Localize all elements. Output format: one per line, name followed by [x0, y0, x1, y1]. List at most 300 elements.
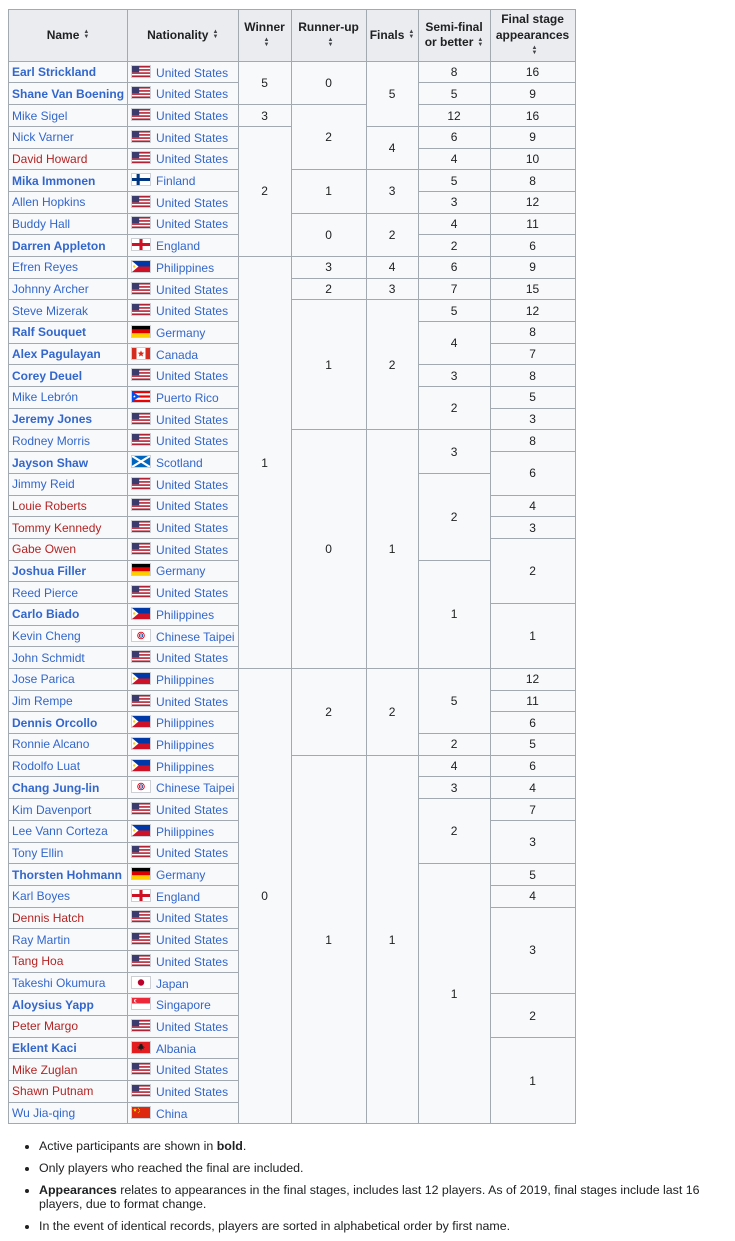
- country-link[interactable]: China: [156, 1106, 188, 1121]
- player-link[interactable]: Corey Deuel: [12, 368, 83, 383]
- semi-final-cell: 2: [418, 799, 490, 864]
- player-name-cell: [9, 1081, 128, 1103]
- nationality-cell: [128, 473, 239, 495]
- winner-cell: 3: [238, 105, 291, 127]
- nationality-cell: [128, 495, 239, 517]
- semi-final-cell: 3: [418, 777, 490, 799]
- country-link[interactable]: Puerto Rico: [156, 390, 219, 405]
- semi-final-cell: 6: [418, 126, 490, 148]
- player-link[interactable]: Aloysius Yapp: [12, 997, 94, 1012]
- player-name-cell: [9, 647, 128, 669]
- flag-us-icon: [131, 477, 151, 490]
- nationality-cell: [128, 799, 239, 821]
- appearances-cell: 8: [490, 170, 575, 192]
- player-link[interactable]: Mike Lebrón: [12, 390, 79, 405]
- nationality-cell: [128, 387, 239, 409]
- country-link[interactable]: Canada: [156, 347, 199, 362]
- player-name-cell: [9, 61, 128, 83]
- country-link[interactable]: Japan: [156, 976, 189, 991]
- country-link[interactable]: United States: [156, 1019, 229, 1034]
- finals-cell: 2: [366, 300, 418, 430]
- column-header-final-stage-appearances[interactable]: Final stage appearances ▲ ▼: [490, 10, 575, 62]
- player-link[interactable]: Tommy Kennedy: [12, 520, 102, 535]
- player-name-cell: [9, 1102, 128, 1124]
- footnote-item: [39, 1161, 735, 1175]
- player-link[interactable]: Lee Vann Corteza: [12, 824, 108, 839]
- nationality-cell: [128, 669, 239, 691]
- nationality-cell: [128, 148, 239, 170]
- player-name-cell: [9, 322, 128, 344]
- player-link[interactable]: Efren Reyes: [12, 260, 79, 275]
- country-link[interactable]: United States: [156, 1063, 229, 1078]
- nationality-cell: [128, 755, 239, 777]
- nationality-cell: [128, 907, 239, 929]
- player-link[interactable]: Thorsten Hohmann: [12, 867, 122, 882]
- player-link[interactable]: Louie Roberts: [12, 498, 87, 513]
- nationality-cell: [128, 777, 239, 799]
- finals-cell: 4: [366, 126, 418, 169]
- finals-cell: 4: [366, 256, 418, 278]
- table-row: [9, 256, 576, 278]
- flag-us-icon: [131, 86, 151, 99]
- column-header-semi-final-or-better[interactable]: Semi-final or better ▲ ▼: [418, 10, 490, 62]
- player-link[interactable]: Gabe Owen: [12, 542, 77, 557]
- country-link[interactable]: Scotland: [156, 456, 203, 470]
- player-name-cell: [9, 517, 128, 539]
- runner-up-cell: 1: [291, 300, 366, 430]
- flag-us-icon: [131, 282, 151, 295]
- player-link[interactable]: Rodney Morris: [12, 433, 91, 448]
- player-link[interactable]: Takeshi Okumura: [12, 976, 106, 990]
- country-link[interactable]: United States: [156, 282, 229, 297]
- flag-us-icon: [131, 1062, 151, 1075]
- semi-final-cell: 1: [418, 560, 490, 668]
- player-link[interactable]: Kim Davenport: [12, 802, 92, 817]
- appearances-cell: 4: [490, 495, 575, 517]
- nationality-cell: [128, 603, 239, 625]
- table-row: [9, 61, 576, 83]
- country-link[interactable]: United States: [156, 195, 229, 210]
- flag-tpe-icon: [131, 780, 151, 793]
- player-name-cell: [9, 582, 128, 604]
- player-name-cell: [9, 603, 128, 625]
- country-link[interactable]: United States: [156, 65, 229, 80]
- country-link[interactable]: United States: [156, 803, 229, 817]
- sort-icon: ▲ ▼: [83, 29, 90, 41]
- flag-eng-icon: [131, 889, 151, 902]
- semi-final-cell: 5: [418, 83, 490, 105]
- player-link[interactable]: Johnny Archer: [12, 282, 89, 296]
- player-name-cell: [9, 820, 128, 842]
- semi-final-cell: 4: [418, 755, 490, 777]
- player-link[interactable]: Allen Hopkins: [12, 195, 86, 210]
- player-name-cell: [9, 734, 128, 756]
- player-link[interactable]: Karl Boyes: [12, 889, 71, 904]
- flag-us-icon: [131, 498, 151, 511]
- flag-ph-icon: [131, 607, 151, 620]
- finals-cell: 5: [366, 61, 418, 126]
- footnote-item: [39, 1139, 735, 1153]
- semi-final-cell: 2: [418, 734, 490, 756]
- appearances-cell: 3: [490, 820, 575, 863]
- semi-final-cell: 3: [418, 430, 490, 473]
- player-link[interactable]: Dennis Hatch: [12, 910, 85, 925]
- appearances-cell: 8: [490, 322, 575, 344]
- table-row: [9, 170, 576, 192]
- nationality-cell: [128, 972, 239, 994]
- country-link[interactable]: United States: [156, 586, 229, 601]
- player-link[interactable]: Shane Van Boening: [12, 86, 125, 101]
- country-link[interactable]: Singapore: [156, 998, 211, 1013]
- player-name-cell: [9, 1059, 128, 1081]
- country-link[interactable]: United States: [156, 477, 229, 492]
- player-name-cell: [9, 690, 128, 712]
- column-header-winner[interactable]: Winner ▲ ▼: [238, 10, 291, 62]
- player-link[interactable]: Jimmy Reid: [12, 477, 75, 492]
- column-header-nationality[interactable]: Nationality ▲ ▼: [128, 10, 239, 62]
- player-name-cell: [9, 972, 128, 994]
- country-link[interactable]: England: [156, 239, 201, 254]
- player-name-cell: [9, 777, 128, 799]
- table-row: [9, 300, 576, 322]
- appearances-cell: 11: [490, 690, 575, 712]
- country-link[interactable]: United States: [156, 434, 229, 449]
- player-link[interactable]: Ralf Souquet: [12, 325, 86, 340]
- player-link[interactable]: Carlo Biado: [12, 607, 80, 622]
- flag-us-icon: [131, 910, 151, 923]
- country-link[interactable]: United States: [156, 521, 229, 536]
- finals-cell: 2: [366, 669, 418, 756]
- appearances-cell: 1: [490, 603, 575, 668]
- footnote-text: relates to appearances in the final stages, includes last 12 players. As of 2019, final stages include last 16 players, due to format change.: [39, 1183, 700, 1212]
- player-name-cell: [9, 669, 128, 691]
- nationality-cell: [128, 690, 239, 712]
- flag-de-icon: [131, 867, 151, 880]
- flag-ph-icon: [131, 737, 151, 750]
- player-name-cell: [9, 300, 128, 322]
- appearances-cell: 3: [490, 907, 575, 994]
- finals-cell: 1: [366, 755, 418, 1124]
- appearances-cell: 2: [490, 538, 575, 603]
- player-link[interactable]: Jim Rempe: [12, 694, 73, 709]
- flag-us-icon: [131, 216, 151, 229]
- player-name-cell: [9, 864, 128, 886]
- semi-final-cell: 4: [418, 322, 490, 365]
- player-name-cell: [9, 191, 128, 213]
- footnote-bold-text: Appearances: [39, 1183, 117, 1197]
- player-link[interactable]: Peter Margo: [12, 1019, 79, 1034]
- appearances-cell: 9: [490, 256, 575, 278]
- country-link[interactable]: United States: [156, 499, 229, 514]
- player-link[interactable]: Buddy Hall: [12, 216, 71, 231]
- nationality-cell: [128, 170, 239, 192]
- nationality-cell: [128, 191, 239, 213]
- player-link[interactable]: Darren Appleton: [12, 238, 106, 253]
- player-link[interactable]: Tang Hoa: [12, 954, 64, 969]
- flag-eng-icon: [131, 238, 151, 251]
- player-name-cell: [9, 712, 128, 734]
- player-link[interactable]: John Schmidt: [12, 650, 85, 665]
- player-link[interactable]: Rodolfo Luat: [12, 759, 81, 774]
- nationality-cell: [128, 625, 239, 647]
- appearances-cell: 1: [490, 1037, 575, 1124]
- nationality-cell: [128, 61, 239, 83]
- nationality-cell: [128, 647, 239, 669]
- footnote-item: [39, 1183, 735, 1212]
- country-link[interactable]: United States: [156, 369, 229, 384]
- player-link[interactable]: Reed Pierce: [12, 585, 79, 600]
- flag-sg-icon: [131, 997, 151, 1010]
- table-row: [9, 278, 576, 300]
- nationality-cell: [128, 365, 239, 387]
- nationality-cell: [128, 300, 239, 322]
- player-link[interactable]: Kevin Cheng: [12, 629, 81, 643]
- player-name-cell: [9, 885, 128, 907]
- nationality-cell: [128, 235, 239, 257]
- player-link[interactable]: Mika Immonen: [12, 173, 96, 188]
- flag-us-icon: [131, 412, 151, 425]
- player-name-cell: [9, 365, 128, 387]
- country-link[interactable]: Philippines: [156, 759, 215, 774]
- flag-ph-icon: [131, 759, 151, 772]
- nationality-cell: [128, 712, 239, 734]
- country-link[interactable]: United States: [156, 954, 229, 969]
- country-link[interactable]: Albania: [156, 1041, 197, 1056]
- semi-final-cell: 5: [418, 669, 490, 734]
- semi-final-cell: 2: [418, 473, 490, 560]
- player-link[interactable]: David Howard: [12, 151, 88, 166]
- player-name-cell: [9, 408, 128, 430]
- player-name-cell: [9, 560, 128, 582]
- player-name-cell: [9, 929, 128, 951]
- nationality-cell: [128, 1059, 239, 1081]
- country-link[interactable]: Germany: [156, 325, 206, 340]
- player-name-cell: [9, 278, 128, 300]
- player-link[interactable]: Jose Parica: [12, 672, 75, 687]
- column-header-name[interactable]: Name ▲ ▼: [9, 10, 128, 62]
- nationality-cell: [128, 864, 239, 886]
- sort-icon: ▲ ▼: [477, 37, 484, 49]
- nationality-cell: [128, 213, 239, 235]
- nationality-cell: [128, 538, 239, 560]
- nationality-cell: [128, 105, 239, 127]
- flag-al-icon: [131, 1041, 151, 1054]
- flag-us-icon: [131, 433, 151, 446]
- flag-jp-icon: [131, 976, 151, 989]
- flag-us-icon: [131, 1084, 151, 1097]
- player-link[interactable]: Nick Varner: [12, 130, 74, 145]
- player-name-cell: [9, 126, 128, 148]
- country-link[interactable]: Chinese Taipei: [156, 781, 235, 796]
- player-name-cell: [9, 105, 128, 127]
- country-link[interactable]: United States: [156, 694, 229, 709]
- player-link[interactable]: Mike Sigel: [12, 108, 68, 123]
- appearances-cell: 16: [490, 105, 575, 127]
- players-results-table: [8, 9, 576, 1124]
- appearances-cell: 5: [490, 734, 575, 756]
- country-link[interactable]: United States: [156, 911, 229, 926]
- sort-icon: ▲ ▼: [327, 37, 334, 49]
- flag-us-icon: [131, 65, 151, 78]
- country-link[interactable]: United States: [156, 542, 229, 557]
- winner-cell: 0: [238, 669, 291, 1124]
- finals-cell: 1: [366, 430, 418, 669]
- country-link[interactable]: United States: [156, 304, 229, 319]
- player-link[interactable]: Mike Zuglan: [12, 1062, 78, 1077]
- player-name-cell: [9, 842, 128, 864]
- player-link[interactable]: Ronnie Alcano: [12, 737, 90, 752]
- sort-icon: ▲ ▼: [212, 29, 219, 41]
- nationality-cell: [128, 885, 239, 907]
- country-link[interactable]: United States: [156, 130, 229, 145]
- sort-icon: ▲ ▼: [531, 45, 538, 57]
- player-link[interactable]: Eklent Kaci: [12, 1041, 77, 1056]
- finals-cell: 3: [366, 278, 418, 300]
- semi-final-cell: 2: [418, 235, 490, 257]
- player-name-cell: [9, 148, 128, 170]
- player-link[interactable]: Dennis Orcollo: [12, 715, 98, 730]
- semi-final-cell: 12: [418, 105, 490, 127]
- flag-de-icon: [131, 563, 151, 576]
- appearances-cell: 10: [490, 148, 575, 170]
- nationality-cell: [128, 842, 239, 864]
- player-link[interactable]: Tony Ellin: [12, 845, 64, 860]
- country-link[interactable]: United States: [156, 109, 229, 123]
- country-link[interactable]: Germany: [156, 564, 206, 579]
- nationality-cell: [128, 83, 239, 105]
- footnote-text: In the event of identical records, players are sorted in alphabetical order by first name.: [39, 1219, 511, 1234]
- flag-us-icon: [131, 694, 151, 707]
- country-link[interactable]: Germany: [156, 868, 206, 883]
- player-link[interactable]: Steve Mizerak: [12, 303, 89, 318]
- player-link[interactable]: Alex Pagulayan: [12, 347, 101, 362]
- player-name-cell: [9, 473, 128, 495]
- player-link[interactable]: Jeremy Jones: [12, 412, 93, 427]
- column-header-runner-up[interactable]: Runner-up ▲ ▼: [291, 10, 366, 62]
- sort-icon: ▲ ▼: [408, 29, 415, 41]
- flag-sct-icon: [131, 455, 151, 468]
- nationality-cell: [128, 430, 239, 452]
- country-link[interactable]: United States: [156, 87, 229, 102]
- country-link[interactable]: United States: [156, 1084, 229, 1099]
- semi-final-cell: 5: [418, 170, 490, 192]
- flag-cn-icon: [131, 1106, 151, 1119]
- player-name-cell: [9, 256, 128, 278]
- country-link[interactable]: Philippines: [156, 716, 215, 731]
- player-name-cell: [9, 387, 128, 409]
- appearances-cell: 6: [490, 712, 575, 734]
- flag-ca-icon: [131, 347, 151, 360]
- sort-icon: ▲ ▼: [263, 37, 270, 49]
- country-link[interactable]: United States: [156, 217, 229, 232]
- flag-us-icon: [131, 585, 151, 598]
- appearances-cell: 6: [490, 452, 575, 495]
- country-link[interactable]: England: [156, 889, 201, 904]
- footnote-bold-text: bold: [216, 1139, 243, 1154]
- player-link[interactable]: Shawn Putnam: [12, 1084, 94, 1099]
- nationality-cell: [128, 1081, 239, 1103]
- column-header-finals[interactable]: Finals ▲ ▼: [366, 10, 418, 62]
- country-link[interactable]: Finland: [156, 174, 196, 189]
- player-link[interactable]: Jayson Shaw: [12, 455, 89, 470]
- player-link[interactable]: Wu Jia-qing: [12, 1106, 76, 1121]
- country-link[interactable]: Chinese Taipei: [156, 629, 235, 644]
- appearances-cell: 3: [490, 408, 575, 430]
- footnotes-list: [18, 1139, 735, 1233]
- semi-final-cell: 5: [418, 300, 490, 322]
- flag-tpe-icon: [131, 629, 151, 642]
- nationality-cell: [128, 278, 239, 300]
- finals-cell: 2: [366, 213, 418, 256]
- player-name-cell: [9, 1016, 128, 1038]
- appearances-cell: 9: [490, 126, 575, 148]
- player-link[interactable]: Earl Strickland: [12, 65, 97, 80]
- nationality-cell: [128, 1102, 239, 1124]
- country-link[interactable]: Philippines: [156, 260, 215, 275]
- player-link[interactable]: Joshua Filler: [12, 563, 87, 578]
- footnote-text: Only players who reached the final are included.: [39, 1161, 304, 1176]
- player-name-cell: [9, 495, 128, 517]
- country-link[interactable]: United States: [156, 152, 229, 167]
- nationality-cell: [128, 582, 239, 604]
- nationality-cell: [128, 994, 239, 1016]
- runner-up-cell: 0: [291, 430, 366, 669]
- nationality-cell: [128, 126, 239, 148]
- country-link[interactable]: Philippines: [156, 607, 215, 622]
- player-name-cell: [9, 538, 128, 560]
- country-link[interactable]: Philippines: [156, 672, 215, 687]
- player-name-cell: [9, 452, 128, 474]
- player-name-cell: [9, 1037, 128, 1059]
- runner-up-cell: 0: [291, 61, 366, 104]
- nationality-cell: [128, 256, 239, 278]
- flag-us-icon: [131, 108, 151, 121]
- player-name-cell: [9, 625, 128, 647]
- country-link[interactable]: United States: [156, 846, 229, 861]
- flag-us-icon: [131, 542, 151, 555]
- player-name-cell: [9, 235, 128, 257]
- player-name-cell: [9, 83, 128, 105]
- nationality-cell: [128, 517, 239, 539]
- winner-cell: 5: [238, 61, 291, 104]
- nationality-cell: [128, 408, 239, 430]
- flag-ph-icon: [131, 824, 151, 837]
- nationality-cell: [128, 734, 239, 756]
- semi-final-cell: 8: [418, 61, 490, 83]
- flag-pr-icon: [131, 390, 151, 403]
- flag-de-icon: [131, 325, 151, 338]
- appearances-cell: 4: [490, 885, 575, 907]
- player-link[interactable]: Ray Martin: [12, 932, 71, 947]
- country-link[interactable]: United States: [156, 412, 229, 427]
- country-link[interactable]: Philippines: [156, 824, 215, 839]
- appearances-cell: 8: [490, 365, 575, 387]
- player-link[interactable]: Chang Jung-lin: [12, 780, 100, 795]
- flag-us-icon: [131, 932, 151, 945]
- semi-final-cell: 7: [418, 278, 490, 300]
- country-link[interactable]: Philippines: [156, 737, 215, 752]
- country-link[interactable]: United States: [156, 651, 229, 666]
- country-link[interactable]: United States: [156, 933, 229, 948]
- table-row: [9, 755, 576, 777]
- flag-us-icon: [131, 1019, 151, 1032]
- table-row: [9, 105, 576, 127]
- winner-cell: 1: [238, 256, 291, 668]
- nationality-cell: [128, 1037, 239, 1059]
- semi-final-cell: 4: [418, 213, 490, 235]
- player-name-cell: [9, 907, 128, 929]
- appearances-cell: 15: [490, 278, 575, 300]
